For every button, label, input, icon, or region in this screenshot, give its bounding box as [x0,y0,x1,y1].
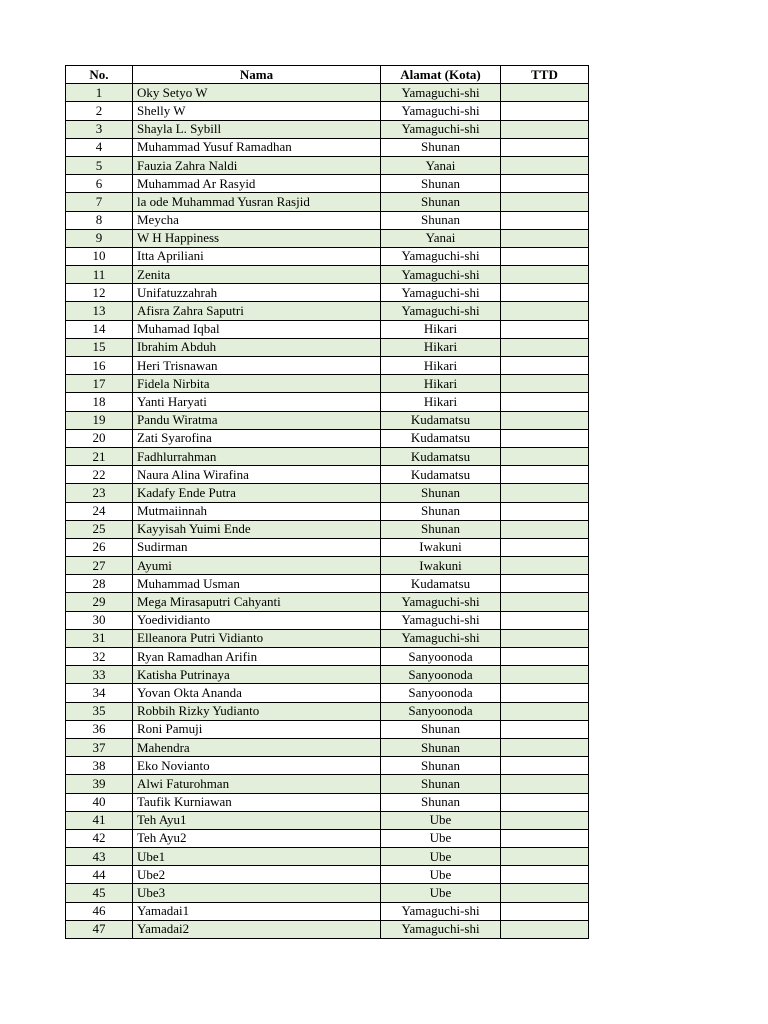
table-row [66,211,589,229]
cell-ttd [501,84,589,102]
cell-nama: Kadafy Ende Putra [133,484,381,502]
cell-no: 38 [66,757,133,775]
cell-alamat: Yamaguchi-shi [381,302,501,320]
table-row [66,229,589,247]
cell-ttd [501,447,589,465]
cell-nama: Itta Apriliani [133,247,381,265]
cell-alamat: Iwakuni [381,557,501,575]
cell-nama: Ube2 [133,866,381,884]
header-alamat: Alamat (Kota) [381,66,501,84]
cell-no: 39 [66,775,133,793]
cell-ttd [501,266,589,284]
table-row [66,375,589,393]
cell-ttd [501,829,589,847]
cell-alamat: Shunan [381,138,501,156]
table-row [66,848,589,866]
cell-no: 24 [66,502,133,520]
table-row [66,411,589,429]
cell-no: 33 [66,666,133,684]
cell-alamat: Shunan [381,520,501,538]
cell-ttd [501,557,589,575]
header-no: No. [66,66,133,84]
cell-ttd [501,793,589,811]
cell-nama: Yoedividianto [133,611,381,629]
cell-nama: Roni Pamuji [133,720,381,738]
cell-alamat: Yamaguchi-shi [381,593,501,611]
table-row [66,102,589,120]
cell-no: 19 [66,411,133,429]
cell-alamat: Shunan [381,793,501,811]
table-row [66,320,589,338]
cell-ttd [501,247,589,265]
table-row [66,175,589,193]
cell-ttd [501,502,589,520]
cell-alamat: Shunan [381,484,501,502]
cell-nama: Meycha [133,211,381,229]
cell-nama: Teh Ayu1 [133,811,381,829]
cell-nama: Unifatuzzahrah [133,284,381,302]
cell-no: 18 [66,393,133,411]
table-row [66,84,589,102]
cell-alamat: Ube [381,866,501,884]
table-row [66,611,589,629]
cell-alamat: Ube [381,811,501,829]
cell-nama: Elleanora Putri Vidianto [133,629,381,647]
table-row [66,757,589,775]
cell-ttd [501,902,589,920]
cell-nama: Ibrahim Abduh [133,338,381,356]
cell-alamat: Hikari [381,393,501,411]
table-row [66,811,589,829]
cell-no: 46 [66,902,133,920]
cell-ttd [501,211,589,229]
table-row [66,920,589,938]
cell-no: 15 [66,338,133,356]
table-body [66,84,589,939]
cell-ttd [501,720,589,738]
table-row [66,684,589,702]
cell-ttd [501,102,589,120]
cell-no: 16 [66,357,133,375]
cell-alamat: Shunan [381,720,501,738]
cell-alamat: Yanai [381,229,501,247]
cell-no: 12 [66,284,133,302]
table-row [66,266,589,284]
table-row [66,247,589,265]
cell-no: 42 [66,829,133,847]
cell-alamat: Kudamatsu [381,466,501,484]
cell-nama: Yamadai2 [133,920,381,938]
cell-ttd [501,593,589,611]
cell-nama: Teh Ayu2 [133,829,381,847]
cell-alamat: Yanai [381,156,501,174]
cell-ttd [501,175,589,193]
table-row [66,902,589,920]
table-row [66,302,589,320]
attendance-table [65,65,589,939]
cell-nama: Muhammad Usman [133,575,381,593]
table-row [66,520,589,538]
cell-nama: Fauzia Zahra Naldi [133,156,381,174]
cell-ttd [501,302,589,320]
cell-ttd [501,320,589,338]
cell-no: 31 [66,629,133,647]
table-row [66,629,589,647]
cell-no: 30 [66,611,133,629]
cell-no: 29 [66,593,133,611]
cell-no: 20 [66,429,133,447]
cell-no: 47 [66,920,133,938]
table-row [66,538,589,556]
table-row [66,357,589,375]
table-row [66,156,589,174]
cell-no: 4 [66,138,133,156]
cell-no: 11 [66,266,133,284]
cell-alamat: Yamaguchi-shi [381,120,501,138]
cell-ttd [501,484,589,502]
table-row [66,648,589,666]
cell-alamat: Shunan [381,193,501,211]
table-row [66,138,589,156]
cell-ttd [501,466,589,484]
cell-alamat: Shunan [381,502,501,520]
cell-alamat: Shunan [381,211,501,229]
table-row [66,866,589,884]
header-ttd: TTD [501,66,589,84]
cell-alamat: Yamaguchi-shi [381,247,501,265]
cell-no: 26 [66,538,133,556]
table-header-row [66,66,589,84]
cell-nama: Mutmaiinnah [133,502,381,520]
cell-no: 1 [66,84,133,102]
cell-ttd [501,575,589,593]
cell-alamat: Kudamatsu [381,447,501,465]
table-row [66,284,589,302]
cell-ttd [501,338,589,356]
cell-ttd [501,702,589,720]
table-row [66,393,589,411]
cell-ttd [501,629,589,647]
cell-nama: Heri Trisnawan [133,357,381,375]
table-row [66,702,589,720]
cell-nama: Alwi Faturohman [133,775,381,793]
cell-no: 34 [66,684,133,702]
cell-no: 35 [66,702,133,720]
cell-nama: Afisra Zahra Saputri [133,302,381,320]
cell-alamat: Kudamatsu [381,411,501,429]
cell-nama: Shelly W [133,102,381,120]
cell-ttd [501,375,589,393]
cell-alamat: Yamaguchi-shi [381,902,501,920]
table-row [66,593,589,611]
cell-ttd [501,156,589,174]
cell-no: 36 [66,720,133,738]
table-row [66,793,589,811]
cell-ttd [501,411,589,429]
cell-no: 25 [66,520,133,538]
cell-alamat: Yamaguchi-shi [381,629,501,647]
table-row [66,484,589,502]
cell-nama: Muhamad Iqbal [133,320,381,338]
cell-no: 9 [66,229,133,247]
cell-nama: Fidela Nirbita [133,375,381,393]
cell-nama: Mahendra [133,738,381,756]
cell-ttd [501,666,589,684]
cell-alamat: Sanyoonoda [381,684,501,702]
cell-alamat: Shunan [381,175,501,193]
cell-nama: Oky Setyo W [133,84,381,102]
cell-ttd [501,520,589,538]
cell-no: 17 [66,375,133,393]
header-nama: Nama [133,66,381,84]
cell-ttd [501,648,589,666]
cell-alamat: Hikari [381,338,501,356]
table-row [66,338,589,356]
cell-ttd [501,357,589,375]
cell-ttd [501,229,589,247]
cell-ttd [501,611,589,629]
cell-no: 2 [66,102,133,120]
cell-ttd [501,393,589,411]
cell-ttd [501,429,589,447]
cell-ttd [501,284,589,302]
cell-no: 45 [66,884,133,902]
cell-alamat: Iwakuni [381,538,501,556]
cell-no: 8 [66,211,133,229]
cell-nama: W H Happiness [133,229,381,247]
cell-nama: Muhammad Yusuf Ramadhan [133,138,381,156]
cell-ttd [501,866,589,884]
cell-ttd [501,738,589,756]
table-row [66,447,589,465]
cell-nama: Fadhlurrahman [133,447,381,465]
cell-no: 6 [66,175,133,193]
cell-alamat: Yamaguchi-shi [381,84,501,102]
table-row [66,829,589,847]
table-row [66,738,589,756]
cell-nama: Robbih Rizky Yudianto [133,702,381,720]
cell-nama: Taufik Kurniawan [133,793,381,811]
cell-alamat: Hikari [381,375,501,393]
cell-no: 32 [66,648,133,666]
cell-alamat: Sanyoonoda [381,648,501,666]
table-row [66,429,589,447]
cell-alamat: Ube [381,848,501,866]
table-row [66,575,589,593]
cell-alamat: Yamaguchi-shi [381,102,501,120]
cell-nama: Kayyisah Yuimi Ende [133,520,381,538]
cell-ttd [501,757,589,775]
cell-alamat: Hikari [381,320,501,338]
cell-nama: Yovan Okta Ananda [133,684,381,702]
cell-ttd [501,811,589,829]
cell-nama: la ode Muhammad Yusran Rasjid [133,193,381,211]
cell-nama: Ube1 [133,848,381,866]
table-row [66,884,589,902]
cell-no: 44 [66,866,133,884]
cell-no: 3 [66,120,133,138]
cell-nama: Yanti Haryati [133,393,381,411]
cell-no: 7 [66,193,133,211]
cell-alamat: Yamaguchi-shi [381,920,501,938]
cell-alamat: Yamaguchi-shi [381,611,501,629]
cell-nama: Yamadai1 [133,902,381,920]
table-row [66,193,589,211]
cell-ttd [501,775,589,793]
cell-nama: Ayumi [133,557,381,575]
cell-ttd [501,920,589,938]
cell-nama: Ube3 [133,884,381,902]
cell-ttd [501,193,589,211]
cell-nama: Muhammad Ar Rasyid [133,175,381,193]
cell-alamat: Yamaguchi-shi [381,284,501,302]
cell-alamat: Ube [381,884,501,902]
cell-no: 40 [66,793,133,811]
cell-ttd [501,684,589,702]
table-row [66,557,589,575]
cell-alamat: Kudamatsu [381,429,501,447]
cell-nama: Sudirman [133,538,381,556]
cell-no: 23 [66,484,133,502]
cell-no: 41 [66,811,133,829]
cell-nama: Naura Alina Wirafina [133,466,381,484]
cell-alamat: Sanyoonoda [381,666,501,684]
cell-nama: Mega Mirasaputri Cahyanti [133,593,381,611]
cell-nama: Pandu Wiratma [133,411,381,429]
cell-ttd [501,538,589,556]
cell-no: 10 [66,247,133,265]
cell-ttd [501,138,589,156]
cell-no: 37 [66,738,133,756]
cell-alamat: Kudamatsu [381,575,501,593]
cell-nama: Ryan Ramadhan Arifin [133,648,381,666]
table-row [66,720,589,738]
cell-alamat: Sanyoonoda [381,702,501,720]
table-row [66,666,589,684]
cell-nama: Zenita [133,266,381,284]
cell-no: 21 [66,447,133,465]
cell-alamat: Ube [381,829,501,847]
cell-ttd [501,120,589,138]
cell-alamat: Shunan [381,738,501,756]
cell-no: 13 [66,302,133,320]
table-row [66,466,589,484]
cell-ttd [501,884,589,902]
cell-no: 5 [66,156,133,174]
cell-ttd [501,848,589,866]
table-row [66,775,589,793]
cell-nama: Katisha Putrinaya [133,666,381,684]
cell-no: 14 [66,320,133,338]
cell-nama: Shayla L. Sybill [133,120,381,138]
cell-nama: Eko Novianto [133,757,381,775]
table-row [66,502,589,520]
cell-alamat: Hikari [381,357,501,375]
table-row [66,120,589,138]
cell-alamat: Yamaguchi-shi [381,266,501,284]
cell-no: 28 [66,575,133,593]
cell-no: 22 [66,466,133,484]
cell-alamat: Shunan [381,775,501,793]
cell-no: 43 [66,848,133,866]
cell-no: 27 [66,557,133,575]
cell-nama: Zati Syarofina [133,429,381,447]
cell-alamat: Shunan [381,757,501,775]
